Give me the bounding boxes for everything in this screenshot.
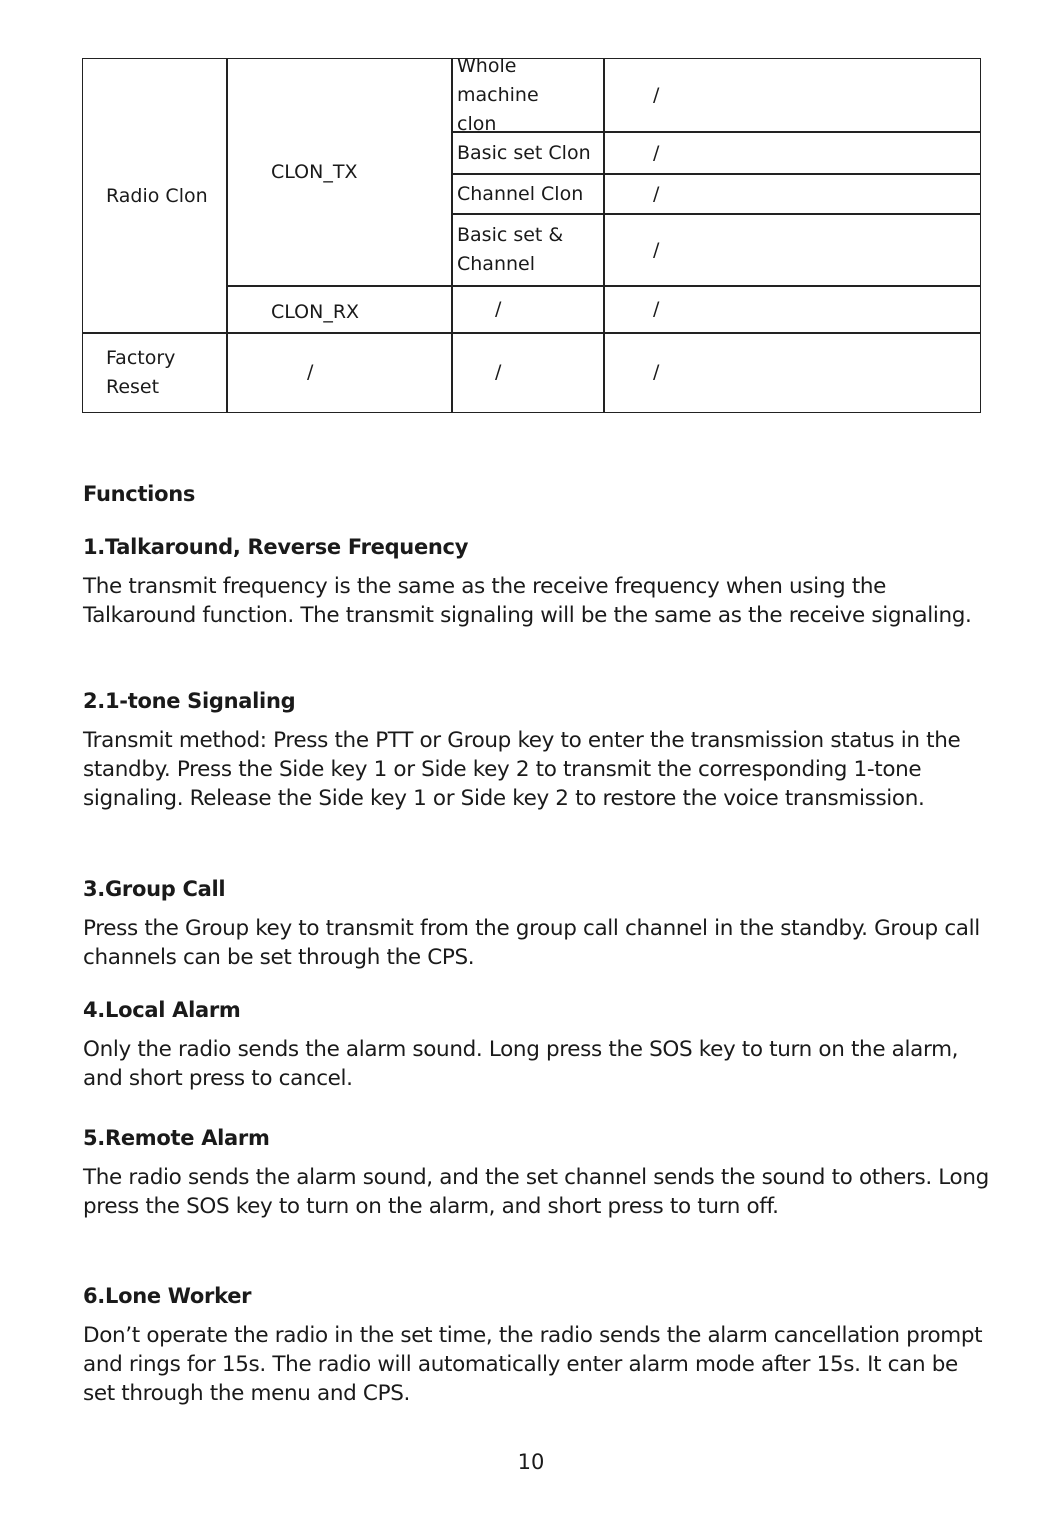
functions-heading: Functions bbox=[83, 482, 196, 506]
cell-text: / bbox=[653, 361, 660, 383]
cell-text: / bbox=[307, 361, 314, 383]
cell-text: / bbox=[653, 298, 660, 320]
cell-rx-col4 bbox=[603, 285, 981, 334]
cell-text: Basic set Clon bbox=[457, 141, 591, 164]
cell-text: CLON_RX bbox=[271, 301, 360, 323]
section-body: The radio sends the alarm sound, and the set channel sends the sound to others. Long press the SOS key to turn on the alarm, and short press to turn off. bbox=[83, 1165, 989, 1219]
section-body: Press the Group key to transmit from the group call channel in the standby. Group call channels can be set through the CPS. bbox=[83, 916, 980, 970]
section-title: 6.Lone Worker bbox=[83, 1284, 252, 1308]
cell-reset-col4 bbox=[603, 332, 981, 413]
cell-text: Channel Clon bbox=[457, 182, 584, 205]
cell-rx-col3 bbox=[451, 285, 605, 334]
section-body: Transmit method: Press the PTT or Group key to enter the transmission status in the standby. Press the Side key 1 or Side key 2 to transmit the corresponding 1-tone signaling. Release the Side key 1 or Side key 2 to restore the voice transmission. bbox=[83, 728, 961, 811]
cell-text: / bbox=[653, 84, 660, 106]
cell-text: Basic set & Channel bbox=[457, 224, 564, 275]
section-body: Only the radio sends the alarm sound. Long press the SOS key to turn on the alarm, and short press to cancel. bbox=[83, 1037, 959, 1091]
cell-text: / bbox=[653, 141, 660, 164]
section-title: 2.1-tone Signaling bbox=[83, 689, 296, 713]
section-body: Don’t operate the radio in the set time, the radio sends the alarm cancellation prompt and rings for 15s. The radio will automatically enter alarm mode after 15s. It can be set through the menu and CPS. bbox=[83, 1323, 983, 1406]
cell-option-value bbox=[603, 173, 981, 215]
page-number: 10 bbox=[517, 1450, 545, 1474]
section-body: The transmit frequency is the same as the receive frequency when using the Talkaround function. The transmit signaling will be the same as the receive signaling. bbox=[83, 574, 972, 628]
section-title: 1.Talkaround, Reverse Frequency bbox=[83, 535, 469, 559]
cell-option-label bbox=[451, 213, 605, 287]
section-title: 3.Group Call bbox=[83, 877, 226, 901]
cell-text: Whole machine clon bbox=[457, 55, 539, 135]
cell-option-label bbox=[451, 173, 605, 215]
cell-clon-rx bbox=[226, 285, 453, 334]
cell-text: / bbox=[495, 298, 502, 320]
cell-text: / bbox=[653, 182, 660, 205]
cell-factory-reset bbox=[82, 332, 228, 413]
cell-reset-col2 bbox=[226, 332, 453, 413]
cell-option-value bbox=[603, 131, 981, 175]
cell-text: Factory Reset bbox=[106, 346, 176, 398]
cell-option-value bbox=[603, 58, 981, 133]
section-title: 5.Remote Alarm bbox=[83, 1126, 270, 1150]
cell-option-label bbox=[451, 55, 605, 135]
cell-text: / bbox=[653, 238, 660, 261]
cell-reset-col3 bbox=[451, 332, 605, 413]
cell-radio-clon bbox=[82, 58, 228, 334]
cell-clon-tx bbox=[226, 58, 453, 287]
clone-table bbox=[82, 55, 981, 413]
cell-option-label bbox=[451, 131, 605, 175]
section-title: 4.Local Alarm bbox=[83, 998, 241, 1022]
cell-text: Radio Clon bbox=[106, 184, 208, 207]
cell-text: CLON_TX bbox=[271, 161, 358, 183]
cell-text: / bbox=[495, 361, 502, 383]
cell-option-value bbox=[603, 213, 981, 287]
